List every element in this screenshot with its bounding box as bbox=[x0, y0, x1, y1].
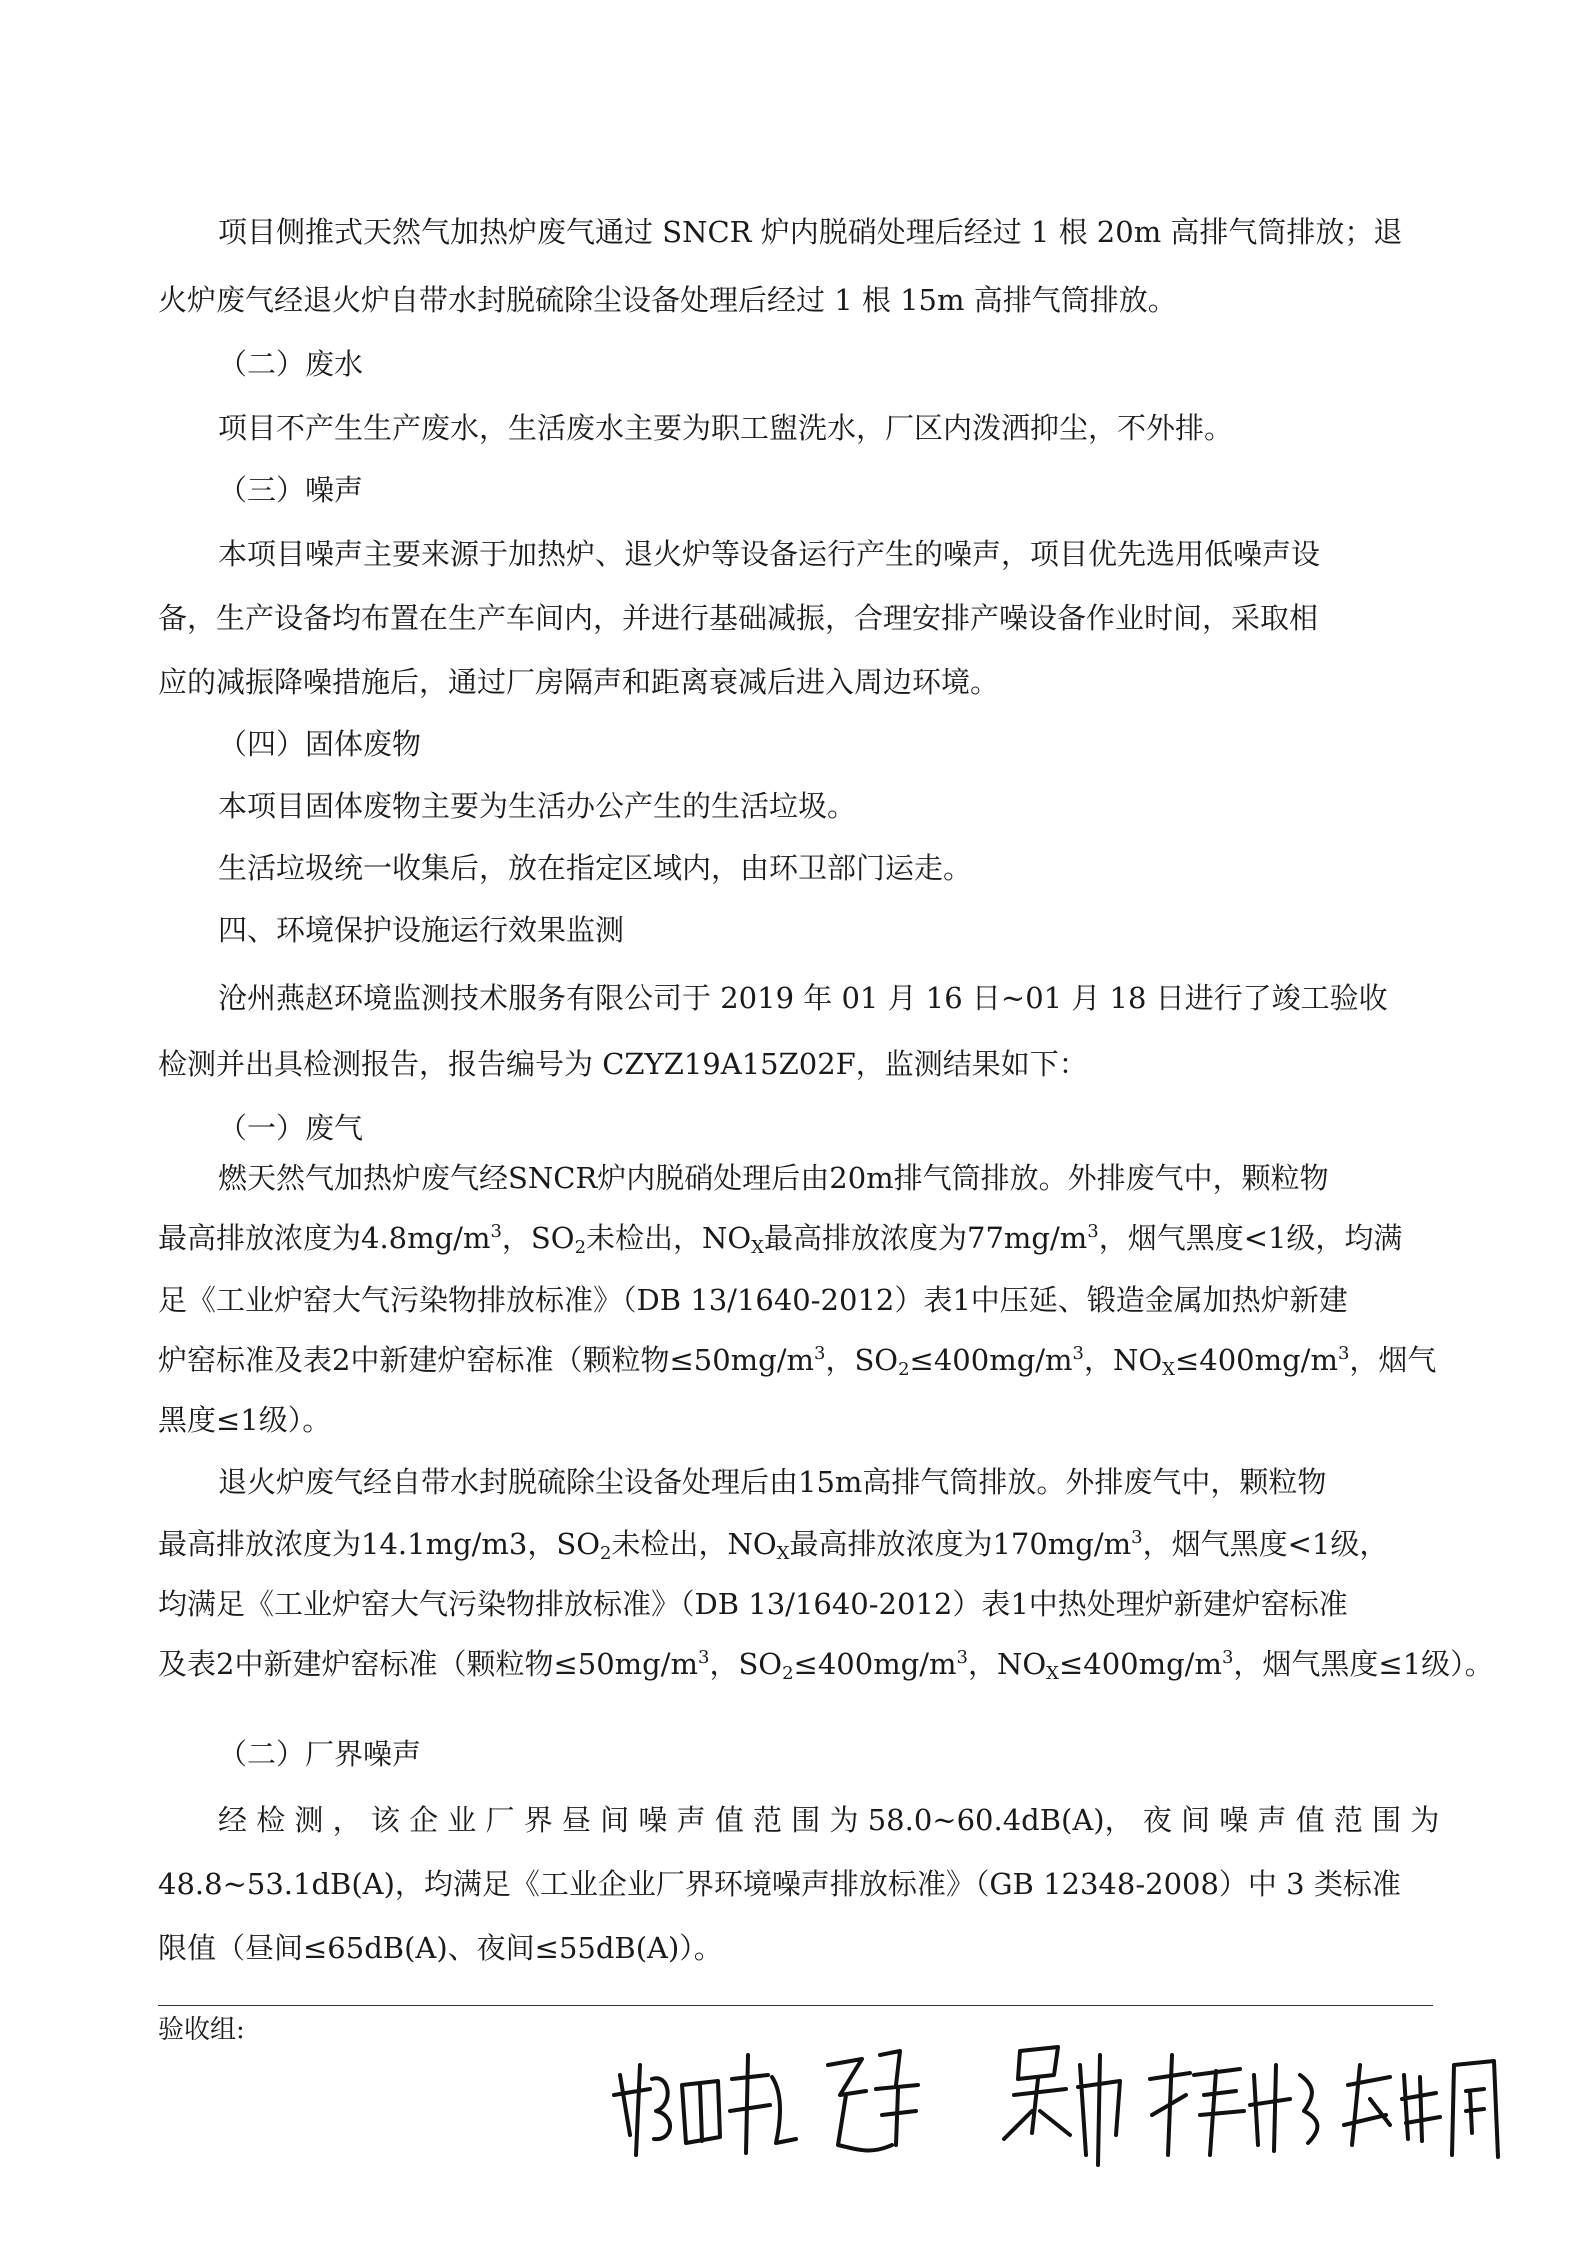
heading-noise: （三）噪声 bbox=[218, 473, 364, 507]
footer-divider bbox=[158, 2005, 1433, 2006]
signature-2 bbox=[828, 2051, 918, 2150]
paragraph-noise-line2: 备，生产设备均布置在生产车间内，并进行基础减振，合理安排产噪设备作业时间，采取相 bbox=[158, 601, 1319, 635]
paragraph-wastewater: 项目不产生生产废水，生活废水主要为职工盥洗水，厂区内泼洒抑尘，不外排。 bbox=[218, 411, 1234, 445]
heading-section-4: 四、环境保护设施运行效果监测 bbox=[218, 913, 625, 947]
paragraph-monitoring-line2: 检测并出具检测报告，报告编号为 CZYZ19A15Z02F，监测结果如下： bbox=[158, 1047, 1088, 1081]
heading-wastewater: （二）废水 bbox=[218, 347, 364, 381]
heading-solid-waste: （四）固体废物 bbox=[218, 727, 422, 761]
paragraph-exhaust-discharge-line1: 项目侧推式天然气加热炉废气通过 SNCR 炉内脱硝处理后经过 1 根 20m 高排气筒排放；退 bbox=[218, 215, 1403, 249]
paragraph-noise-line3: 应的减振降噪措施后，通过厂房隔声和距离衰减后进入周边环境。 bbox=[158, 665, 1000, 699]
paragraph-annealing-furnace-line1: 退火炉废气经自带水封脱硫除尘设备处理后由15m高排气筒排放。外排废气中，颗粒物 bbox=[218, 1465, 1327, 1499]
heading-exhaust-gas: （一）废气 bbox=[218, 1111, 364, 1145]
paragraph-heating-furnace-line2: 最高排放浓度为$4.8mg/m^3$，$SO_2$未检出，$NO_X$最高排放浓度为$77mg/m^3$，烟气黑度<1级，均满 bbox=[158, 1221, 1403, 1258]
paragraph-heating-furnace-line4: 炉窑标准及表2中新建炉窑标准（颗粒物$\le 50mg/m^3$，$SO_2\le 400mg/m^3$，$NO_X\le 400mg/m^3$，烟气 bbox=[158, 1343, 1437, 1380]
paragraph-boundary-noise-line2: 48.8~53.1dB(A)，均满足《工业企业厂界环境噪声排放标准》（GB 12348-2008）中 3 类标准 bbox=[158, 1867, 1401, 1901]
heading-boundary-noise: （二）厂界噪声 bbox=[218, 1737, 422, 1771]
acceptance-group-label: 验收组: bbox=[158, 2015, 245, 2045]
paragraph-heating-furnace-line5: 黑度≤1级）。 bbox=[158, 1403, 332, 1437]
paragraph-annealing-furnace-line2: 最高排放浓度为14.1mg/m3，$SO_2$未检出，$NO_X$最高排放浓度为$170mg/m^3$，烟气黑度<1级， bbox=[158, 1527, 1389, 1564]
signature-5 bbox=[1344, 2061, 1498, 2157]
paragraph-heating-furnace-line1: 燃天然气加热炉废气经SNCR炉内脱硝处理后由20m排气筒排放。外排废气中，颗粒物 bbox=[218, 1161, 1329, 1195]
signature-3 bbox=[1004, 2047, 1120, 2165]
signature-1 bbox=[614, 2055, 796, 2155]
paragraph-annealing-furnace-line3: 均满足《工业炉窑大气污染物排放标准》（DB 13/1640-2012）表1中热处理炉新建炉窑标准 bbox=[158, 1587, 1348, 1621]
paragraph-boundary-noise-line3: 限值（昼间≤65dB(A)、夜间≤55dB(A)）。 bbox=[158, 1931, 723, 1965]
signature-4 bbox=[1150, 2055, 1317, 2155]
paragraph-garbage-collection: 生活垃圾统一收集后，放在指定区域内，由环卫部门运走。 bbox=[218, 851, 973, 885]
handwritten-signatures bbox=[600, 2015, 1520, 2205]
paragraph-heating-furnace-line3: 足《工业炉窑大气污染物排放标准》（DB 13/1640-2012）表1中压延、锻造金属加热炉新建 bbox=[158, 1283, 1348, 1317]
paragraph-boundary-noise-line1: 经 检 测 ， 该 企 业 厂 界 昼 间 噪 声 值 范 围 为 58.0~60.4dB(A)， 夜 间 噪 声 值 范 围 为 bbox=[218, 1803, 1440, 1837]
paragraph-noise-line1: 本项目噪声主要来源于加热炉、退火炉等设备运行产生的噪声，项目优先选用低噪声设 bbox=[218, 537, 1321, 571]
paragraph-annealing-furnace-line4: 及表2中新建炉窑标准（颗粒物$\le 50mg/m^3$，$SO_2\le 400mg/m^3$，$NO_X\le 400mg/m^3$，烟气黑度≤1级）。 bbox=[158, 1647, 1494, 1684]
paragraph-solid-waste: 本项目固体废物主要为生活办公产生的生活垃圾。 bbox=[218, 789, 857, 823]
paragraph-exhaust-discharge-line2: 火炉废气经退火炉自带水封脱硫除尘设备处理后经过 1 根 15m 高排气筒排放。 bbox=[158, 283, 1177, 317]
paragraph-monitoring-line1: 沧州燕赵环境监测技术服务有限公司于 2019 年 01 月 16 日~01 月 18 日进行了竣工验收 bbox=[218, 981, 1388, 1015]
